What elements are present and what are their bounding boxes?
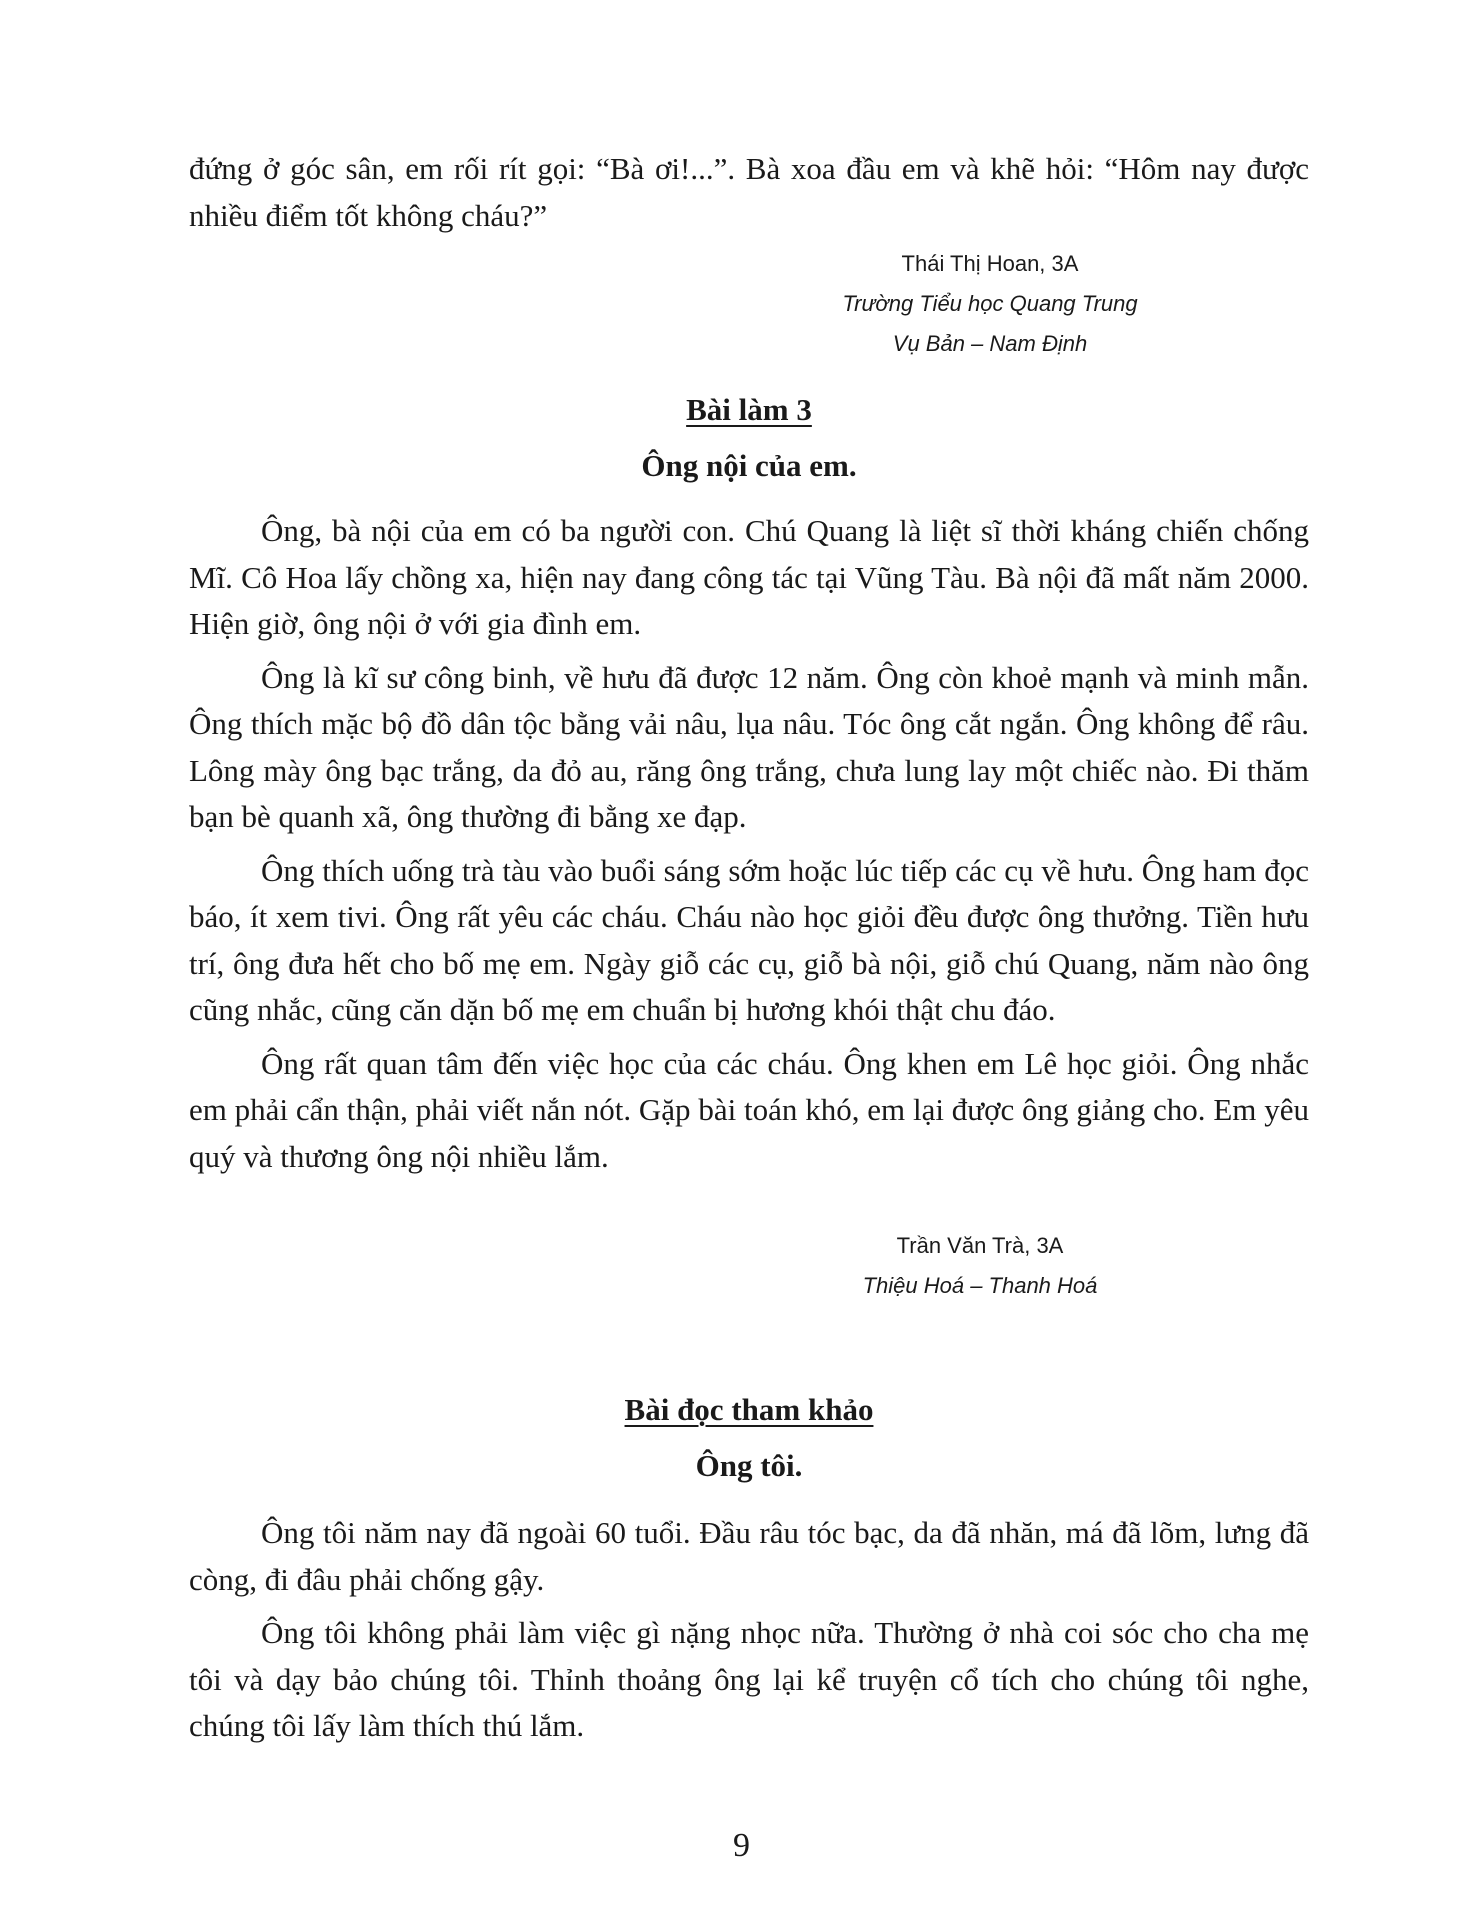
- credit-block-1: [820, 244, 1160, 364]
- essay-3-paragraph: Ông là kĩ sư công binh, về hưu đã được 12 năm. Ông còn khoẻ mạnh và minh mẫn. Ông thích mặc bộ đồ dân tộc bằng vải nâu, lụa nâu. Tóc ông cắt ngắn. Ông không để râu. Lông mày ông bạc trắng, da đỏ au, răng ông trắng, chưa lung lay một chiếc nào. Đi thăm bạn bè quanh xã, ông thường đi bằng xe đạp.: [189, 659, 1309, 834]
- essay-3-label: Bài làm 3: [686, 392, 812, 427]
- essay-3-body: [189, 508, 1309, 1187]
- reference-body: [189, 1510, 1309, 1757]
- credit-block-2: [830, 1226, 1130, 1306]
- credit-place: Thiệu Hoá – Thanh Hoá: [862, 1273, 1098, 1298]
- intro-text: [189, 146, 1309, 246]
- credit-author: Trần Văn Trà, 3A: [896, 1233, 1064, 1258]
- credit-place: Vụ Bản – Nam Định: [892, 331, 1088, 356]
- page-number: 9: [733, 1827, 750, 1864]
- essay-3-heading: [189, 382, 1309, 494]
- essay-3-paragraph: Ông thích uống trà tàu vào buổi sáng sớm hoặc lúc tiếp các cụ về hưu. Ông ham đọc báo, ít xem tivi. Ông rất yêu các cháu. Cháu nào học giỏi đều được ông thưởng. Tiền hưu trí, ông đưa hết cho bố mẹ em. Ngày giỗ các cụ, giỗ bà nội, giỗ chú Quang, năm nào ông cũng nhắc, cũng căn dặn bố mẹ em chuẩn bị hương khói thật chu đáo.: [189, 852, 1309, 1027]
- intro-paragraph: đứng ở góc sân, em rối rít gọi: “Bà ơi!...”. Bà xoa đầu em và khẽ hỏi: “Hôm nay được nhiều điểm tốt không cháu?”: [189, 151, 1309, 233]
- reference-paragraph: Ông tôi năm nay đã ngoài 60 tuổi. Đầu râu tóc bạc, da đã nhăn, má đã lõm, lưng đã còng, đi đâu phải chống gậy.: [189, 1515, 1309, 1597]
- credit-author: Thái Thị Hoan, 3A: [901, 251, 1079, 276]
- reference-paragraph: Ông tôi không phải làm việc gì nặng nhọc nữa. Thường ở nhà coi sóc cho cha mẹ tôi và dạy bảo chúng tôi. Thỉnh thoảng ông lại kể truyện cổ tích cho chúng tôi nghe, chúng tôi lấy làm thích thú lắm.: [189, 1615, 1309, 1743]
- essay-3-title: Ông nội của em.: [641, 448, 857, 483]
- reference-title: Ông tôi.: [695, 1448, 803, 1483]
- reference-heading: [189, 1382, 1309, 1494]
- essay-3-paragraph: Ông rất quan tâm đến việc học của các cháu. Ông khen em Lê học giỏi. Ông nhắc em phải cẩn thận, phải viết nắn nót. Gặp bài toán khó, em lại được ông giảng cho. Em yêu quý và thương ông nội nhiều lắm.: [189, 1045, 1309, 1174]
- reference-label: Bài đọc tham khảo: [624, 1392, 874, 1427]
- credit-school: Trường Tiểu học Quang Trung: [842, 291, 1138, 316]
- essay-3-paragraph: Ông, bà nội của em có ba người con. Chú Quang là liệt sĩ thời kháng chiến chống Mĩ. Cô Hoa lấy chồng xa, hiện nay đang công tác tại Vũng Tàu. Bà nội đã mất năm 2000. Hiện giờ, ông nội ở với gia đình em.: [189, 513, 1309, 641]
